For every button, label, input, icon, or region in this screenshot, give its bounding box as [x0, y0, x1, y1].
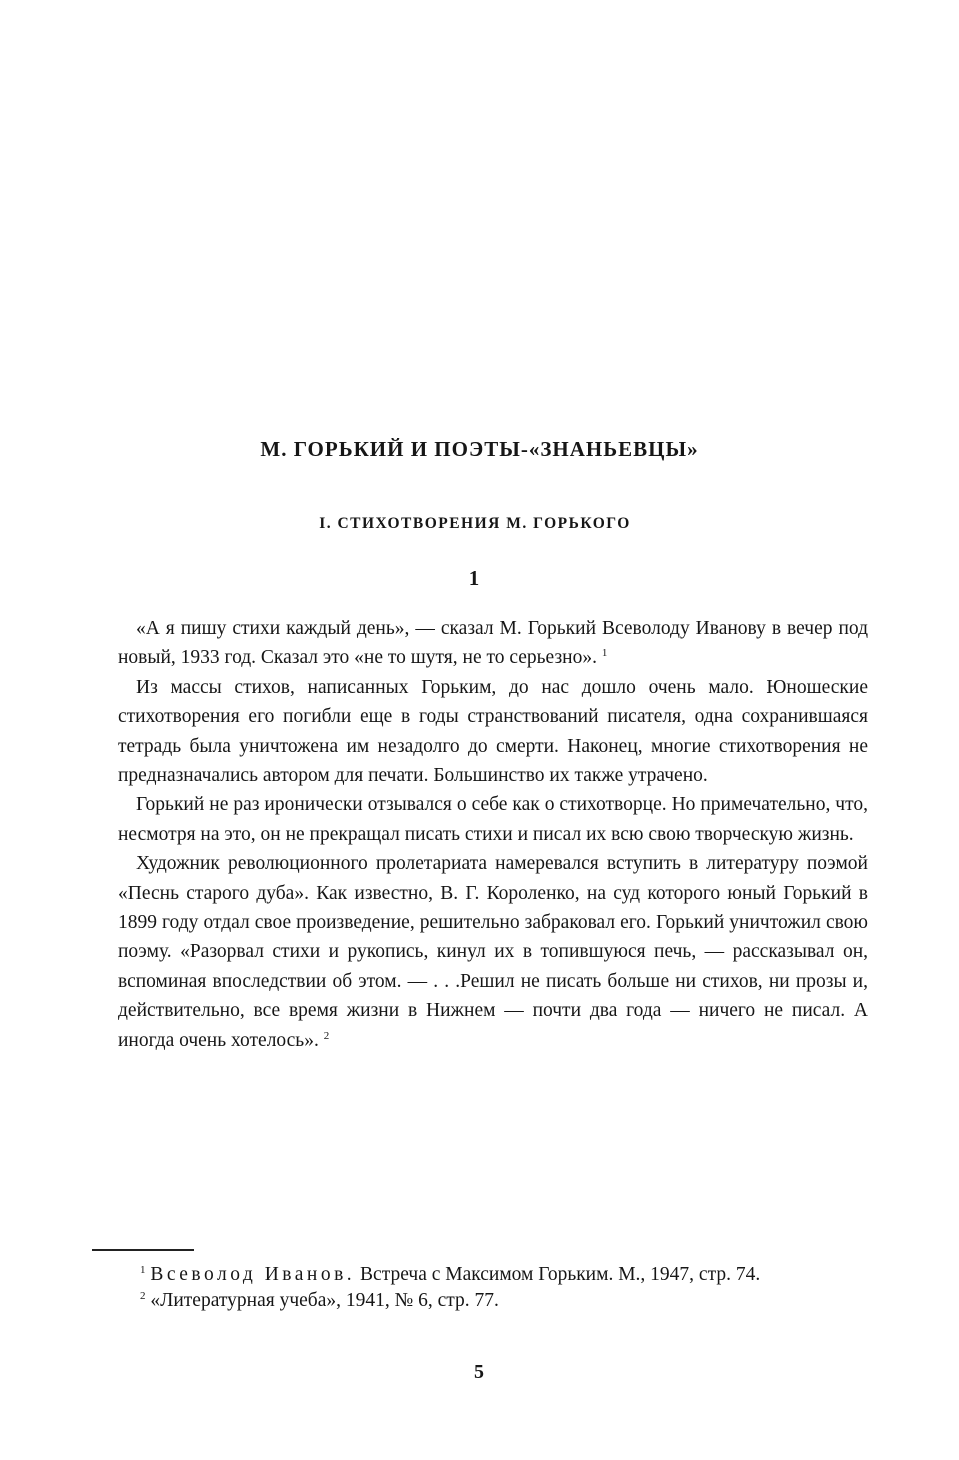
page-number: 5 — [474, 1361, 484, 1383]
footnote-ref: 1 — [601, 647, 608, 660]
footnote-author: Всеволод Иванов. — [150, 1264, 356, 1285]
paragraph — [118, 849, 868, 1055]
paragraph-text: Из массы стихов, написанных Горьким, до нас дошло очень мало. Юношеские стихотворения его погибли еще в годы странствований писателя, одна сохранившаяся тетрадь была уничтожена им незадолго до смерти. Наконец, многие стихотворения не предназначались автором для печати. Большинство их также утрачено. — [118, 676, 868, 787]
paragraph-text: Горький не раз иронически отзывался о себе как о стихотворце. Но примечательно, что, несмотря на это, он не прекращал писать стихи и писал их всю свою творческую жизнь. — [118, 794, 868, 845]
section-number: 1 — [468, 566, 480, 590]
paragraph — [118, 614, 868, 673]
body-text — [118, 614, 868, 1055]
paragraph-text: Художник революционного пролетариата намеревался вступить в литературу поэмой «Песнь старого дуба». Как известно, В. Г. Короленко, на суд которого юный Горький в 1899 году отдал свое произведение, решительно забраковал его. Горький уничтожил свою поэму. «Разорвал стихи и рукопись, кинул их в топившуюся печь, — рассказывал он, вспоминая впоследствии об этом. — . . .Решил не писать больше ни стихов, ни прозы и, действительно, все время жизни в Нижнем — почти два года — ничего не писал. А иногда очень хотелось». — [118, 853, 868, 1051]
paragraph — [118, 673, 868, 791]
paragraph — [118, 790, 868, 849]
footnote-divider — [92, 1249, 194, 1251]
chapter-title: М. ГОРЬКИЙ И ПОЭТЫ-«ЗНАНЬЕВЦЫ» — [260, 437, 699, 461]
paragraph-text: «А я пишу стихи каждый день», — сказал М. Горький Всеволоду Иванову в вечер под новый, 1933 год. Сказал это «не то шутя, не то серьезно». — [118, 618, 868, 669]
footnote-text: Встреча с Максимом Горьким. М., 1947, стр. 74. — [355, 1264, 761, 1285]
footnote — [118, 1262, 870, 1288]
footnote-text: «Литературная учеба», 1941, № 6, стр. 77. — [150, 1290, 499, 1311]
footnote-ref: 2 — [323, 1029, 330, 1042]
footnotes — [118, 1262, 870, 1314]
footnote-mark: 2 — [140, 1290, 146, 1302]
footnote — [118, 1288, 870, 1314]
footnote-mark: 1 — [140, 1264, 146, 1276]
section-subtitle: I. СТИХОТВОРЕНИЯ М. ГОРЬКОГО — [319, 515, 631, 532]
